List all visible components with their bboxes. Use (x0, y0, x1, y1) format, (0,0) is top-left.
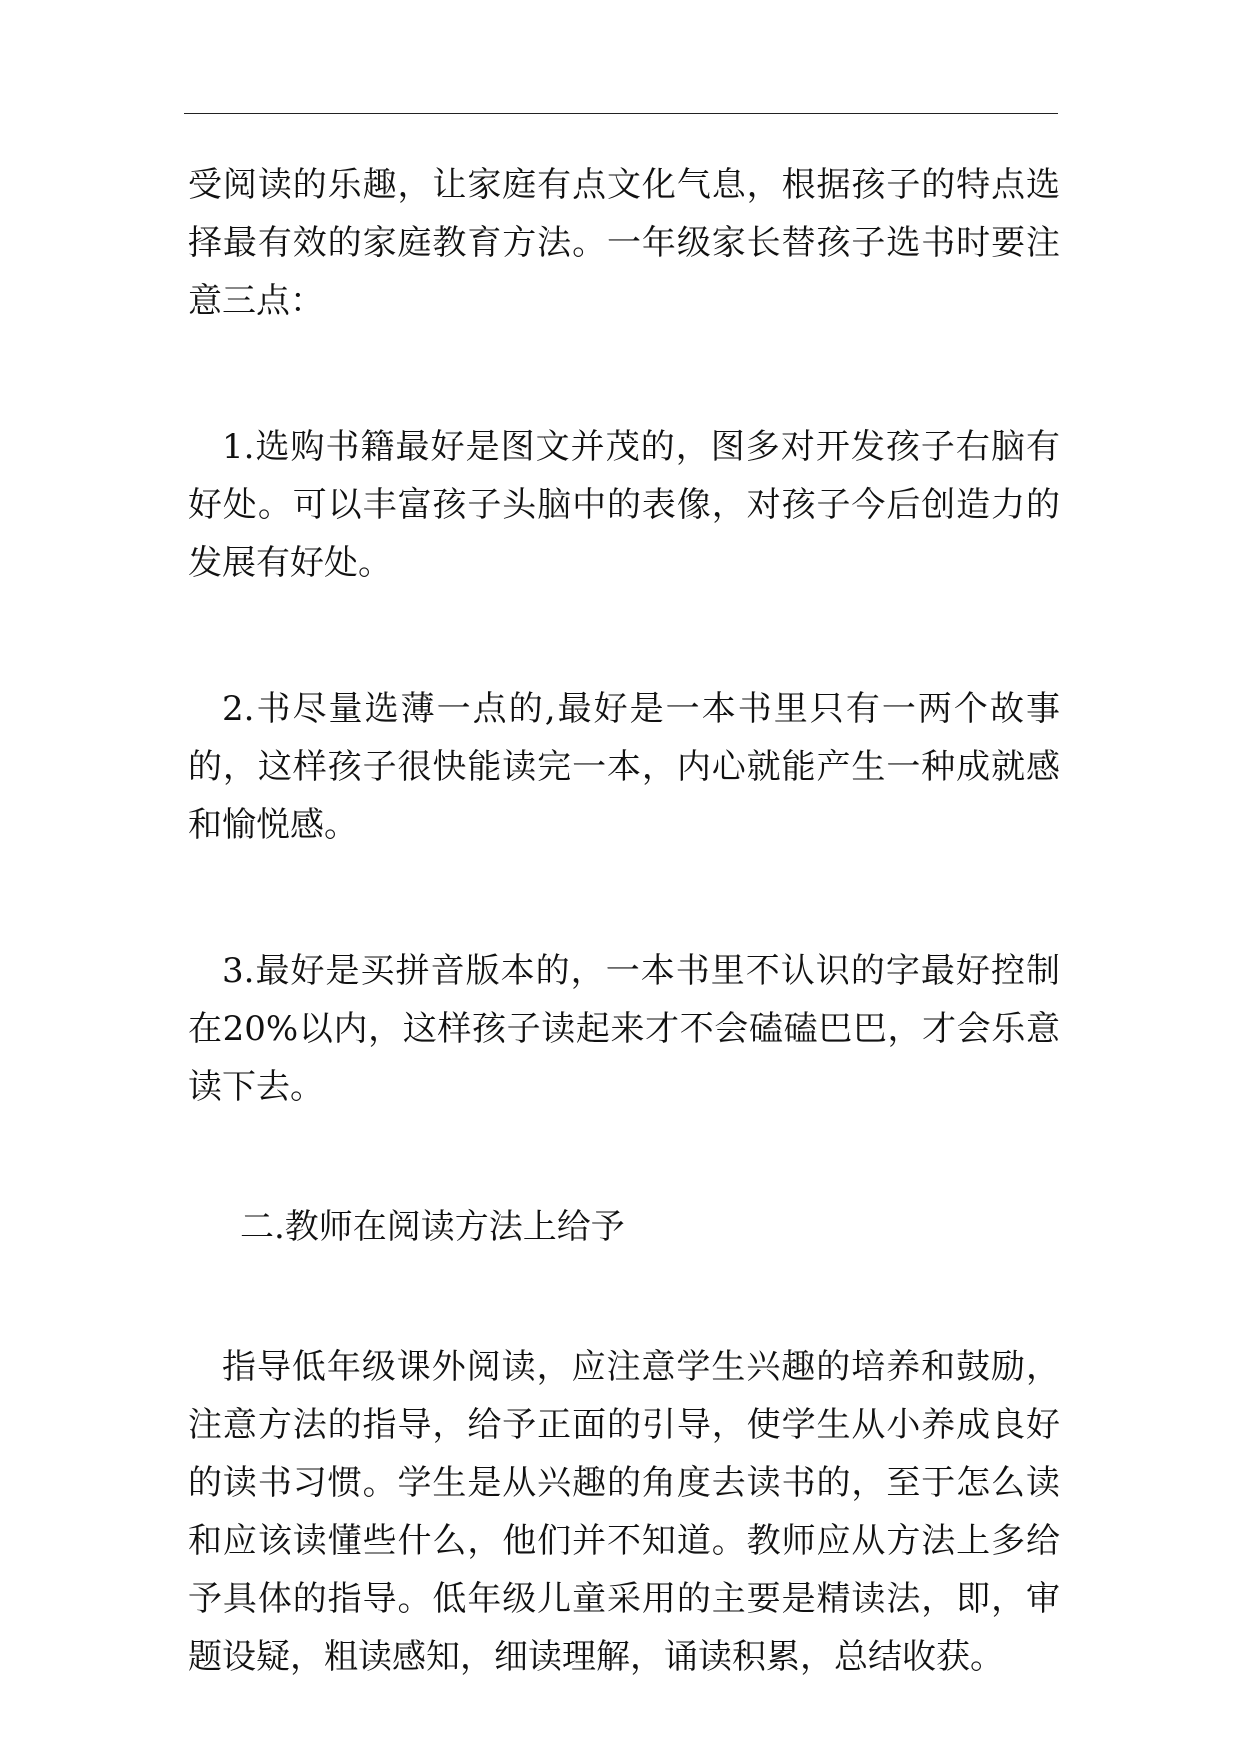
list-item-1: 1.选购书籍最好是图文并茂的，图多对开发孩子右脑有好处。可以丰富孩子头脑中的表像，对孩子今后创造力的发展有好处。 (188, 427, 1060, 583)
paragraph-intro: 受阅读的乐趣，让家庭有点文化气息，根据孩子的特点选择最有效的家庭教育方法。一年级家长替孩子选书时要注意三点： (188, 165, 1060, 321)
header-rule (184, 113, 1058, 114)
paragraph-closing: 指导低年级课外阅读，应注意学生兴趣的培养和鼓励，注意方法的指导，给予正面的引导，使学生从小养成良好的读书习惯。学生是从兴趣的角度去读书的，至于怎么读和应该读懂些什么，他们并不知道。教师应从方法上多给予具体的指导。低年级儿童采用的主要是精读法，即，审题设疑，粗读感知，细读理解，诵读积累，总结收获。 (188, 1347, 1060, 1677)
document-body (188, 156, 1060, 1686)
list-item-2: 2.书尽量选薄一点的,最好是一本书里只有一两个故事的，这样孩子很快能读完一本，内心就能产生一种成就感和愉悦感。 (188, 689, 1060, 845)
list-item-3: 3.最好是买拼音版本的，一本书里不认识的字最好控制在20%以内，这样孩子读起来才不会磕磕巴巴，才会乐意读下去。 (188, 951, 1060, 1107)
section-heading: 二.教师在阅读方法上给予 (240, 1207, 625, 1247)
